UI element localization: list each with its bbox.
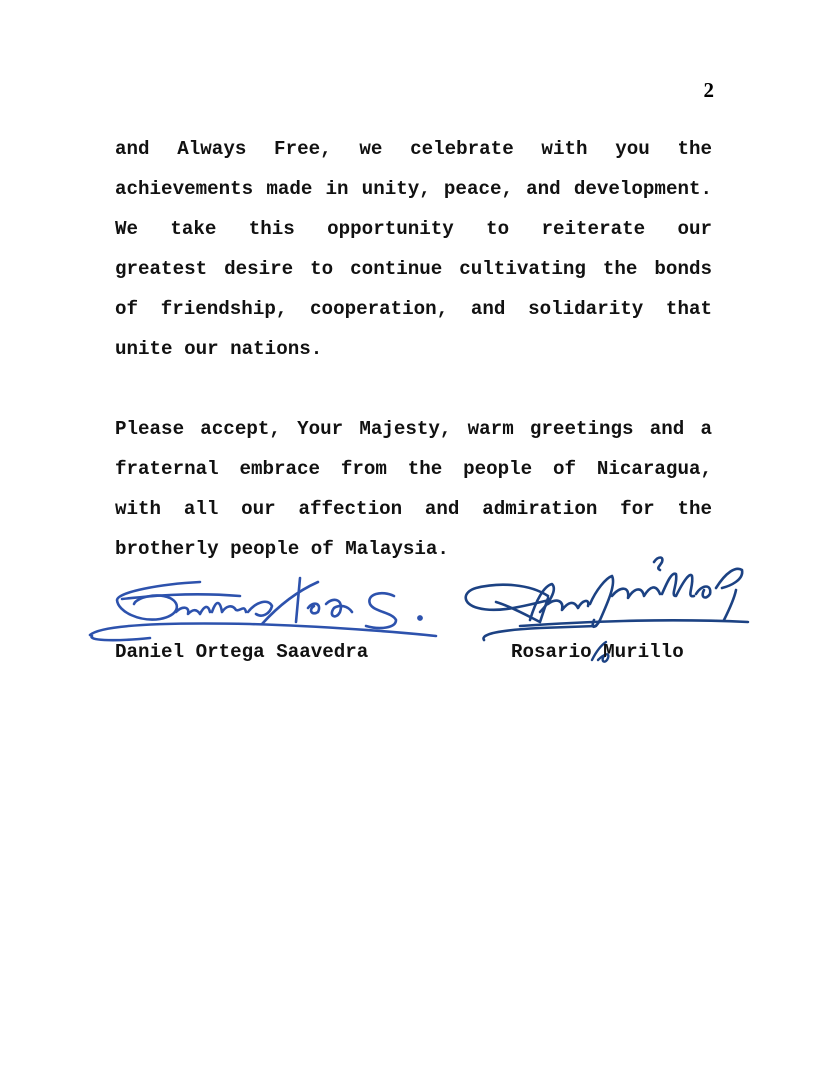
text-line: Please accept, Your Majesty, warm greetings and a [115, 418, 712, 440]
text-line: brotherly people of Malaysia. [115, 538, 449, 560]
text-line: unite our nations. [115, 338, 323, 360]
text-line: fraternal embrace from the people of Nicaragua, [115, 458, 712, 480]
signatory-name-rosario-murillo: Rosario Murillo [511, 641, 684, 663]
text-line: with all our affection and admiration for the [115, 498, 712, 520]
signatory-name-daniel-ortega: Daniel Ortega Saavedra [115, 641, 369, 663]
paragraph-closing-celebration [115, 129, 712, 369]
page-number: 2 [703, 78, 714, 102]
text-line: of friendship, cooperation, and solidarity that [115, 298, 712, 320]
paragraph-greetings [115, 409, 712, 569]
text-line: We take this opportunity to reiterate our [115, 218, 712, 240]
text-line: greatest desire to continue cultivating the bonds [115, 258, 712, 280]
text-line: achievements made in unity, peace, and development. [115, 178, 712, 200]
text-line: and Always Free, we celebrate with you the [115, 138, 712, 160]
